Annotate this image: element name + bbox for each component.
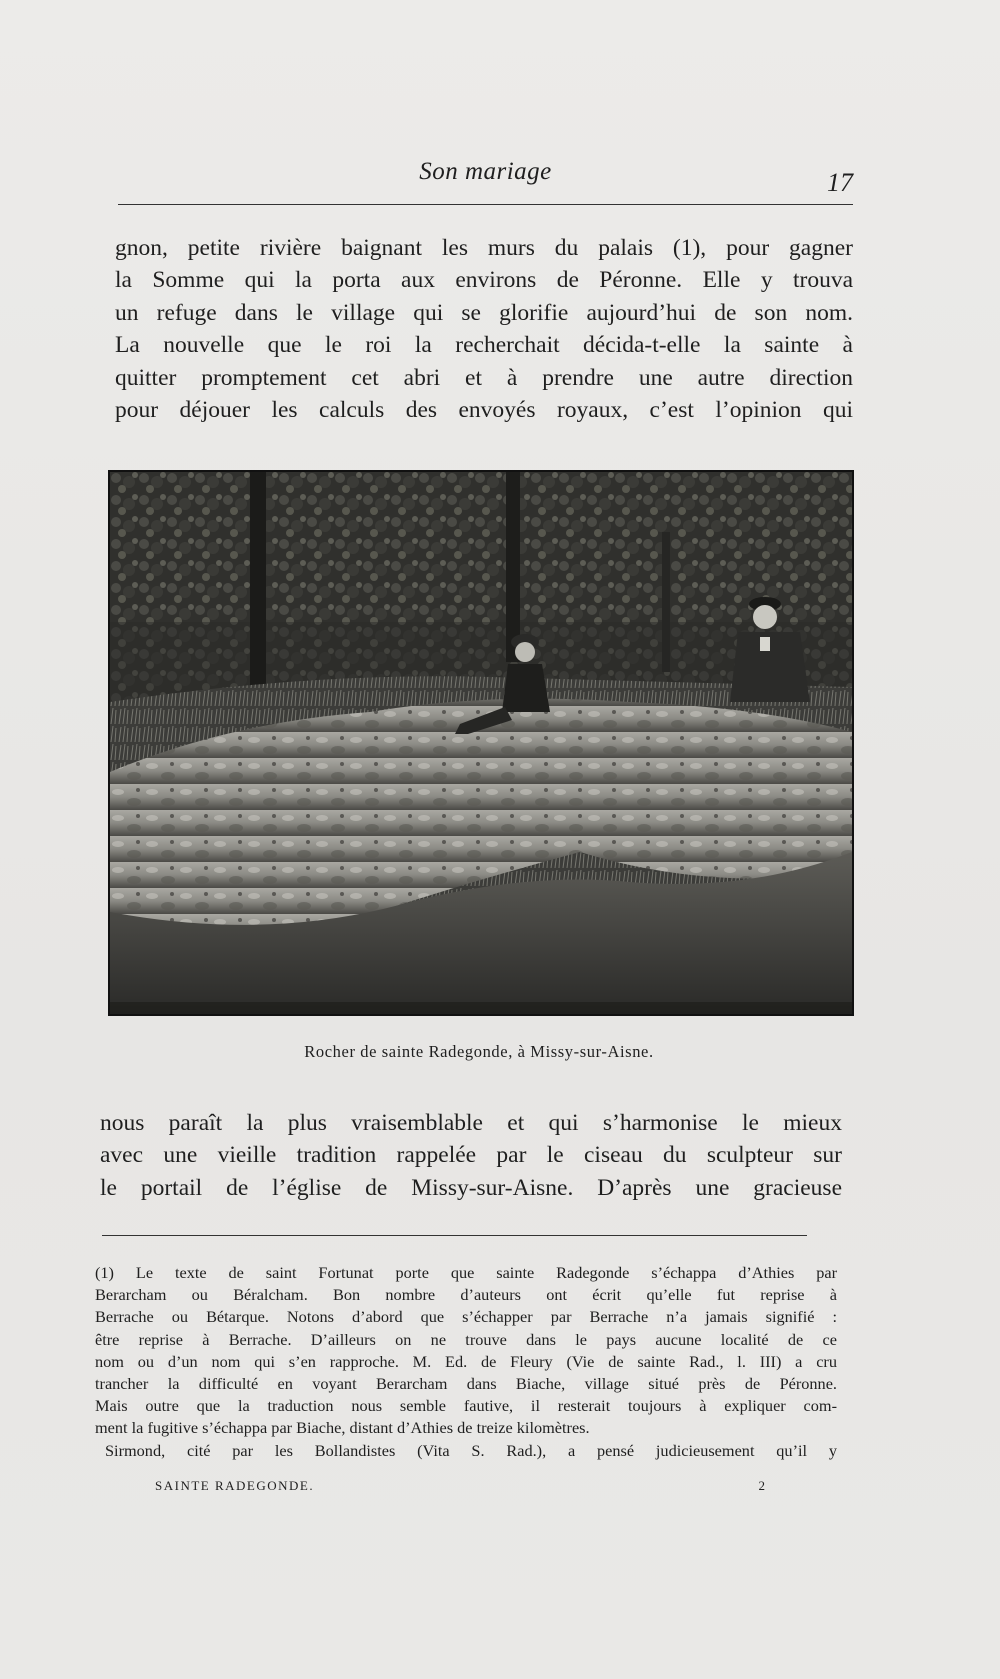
footnote-line: Berrache ou Bétarque. Notons d’abord que s’échapper par Berrache n’a jamais signifié : — [95, 1307, 837, 1327]
text-line: avec une vieille tradition rappelée par le ciseau du sculpteur sur — [100, 1142, 842, 1169]
footnote-line: Berarcham ou Béralcham. Bon nombre d’auteurs ont écrit qu’elle fut reprise à — [95, 1285, 837, 1305]
text-line: quitter promptement cet abri et à prendre une autre direction — [115, 364, 853, 391]
running-title: Son mariage — [419, 158, 552, 185]
text-line: un refuge dans le village qui se glorifie aujourd’hui de son nom. — [115, 299, 853, 326]
paragraph-top — [115, 232, 853, 426]
footnote-rule — [102, 1235, 807, 1236]
text-line: nous paraît la plus vraisemblable et qui s’harmonise le mieux — [100, 1110, 842, 1136]
footnote — [95, 1262, 837, 1462]
text-line: le portail de l’église de Missy-sur-Aisne. D’après une gracieuse — [100, 1174, 842, 1201]
paragraph-bottom — [100, 1107, 842, 1204]
footnote-line: (1) Le texte de saint Fortunat porte que sainte Radegonde s’échappa d’Athies par — [95, 1263, 837, 1282]
signature-title: SAINTE RADEGONDE. — [155, 1478, 315, 1493]
figure-caption: Rocher de sainte Radegonde, à Missy-sur-Aisne. — [304, 1042, 654, 1061]
footnote-line: ment la fugitive s’échappa par Biache, distant d’Athies de treize kilomètres. — [95, 1418, 590, 1438]
page-number: 17 — [827, 168, 853, 197]
text-line: la Somme qui la porta aux environs de Péronne. Elle y trouva — [115, 267, 853, 294]
running-head — [118, 158, 853, 198]
photograph-rock — [108, 470, 854, 1016]
footnote-line: Sirmond, cité par les Bollandistes (Vita S. Rad.), a pensé judicieusement qu’il y — [105, 1440, 837, 1460]
header-rule — [118, 204, 853, 205]
text-line: pour déjouer les calculs des envoyés royaux, c’est l’opinion qui — [115, 397, 853, 424]
photo-illustration — [110, 472, 852, 1014]
text-line: La nouvelle que le roi la recherchait décida-t-elle la sainte à — [115, 332, 853, 359]
signature-number: 2 — [758, 1478, 765, 1493]
footnote-line: trancher la difficulté en voyant Berarcham dans Biache, village situé près de Péronne. — [95, 1374, 837, 1394]
footnote-line: Mais outre que la traduction nous semble fautive, il resterait toujours à expliquer com- — [95, 1396, 837, 1416]
footnote-line: nom ou d’un nom qui s’en rapproche. M. Ed. de Fleury (Vie de sainte Rad., l. III) a cru — [95, 1351, 837, 1371]
text-line: gnon, petite rivière baignant les murs du palais (1), pour gagner — [115, 235, 853, 261]
footnote-line: être reprise à Berrache. D’ailleurs on ne trouve dans le pays aucune localité de ce — [95, 1329, 837, 1349]
